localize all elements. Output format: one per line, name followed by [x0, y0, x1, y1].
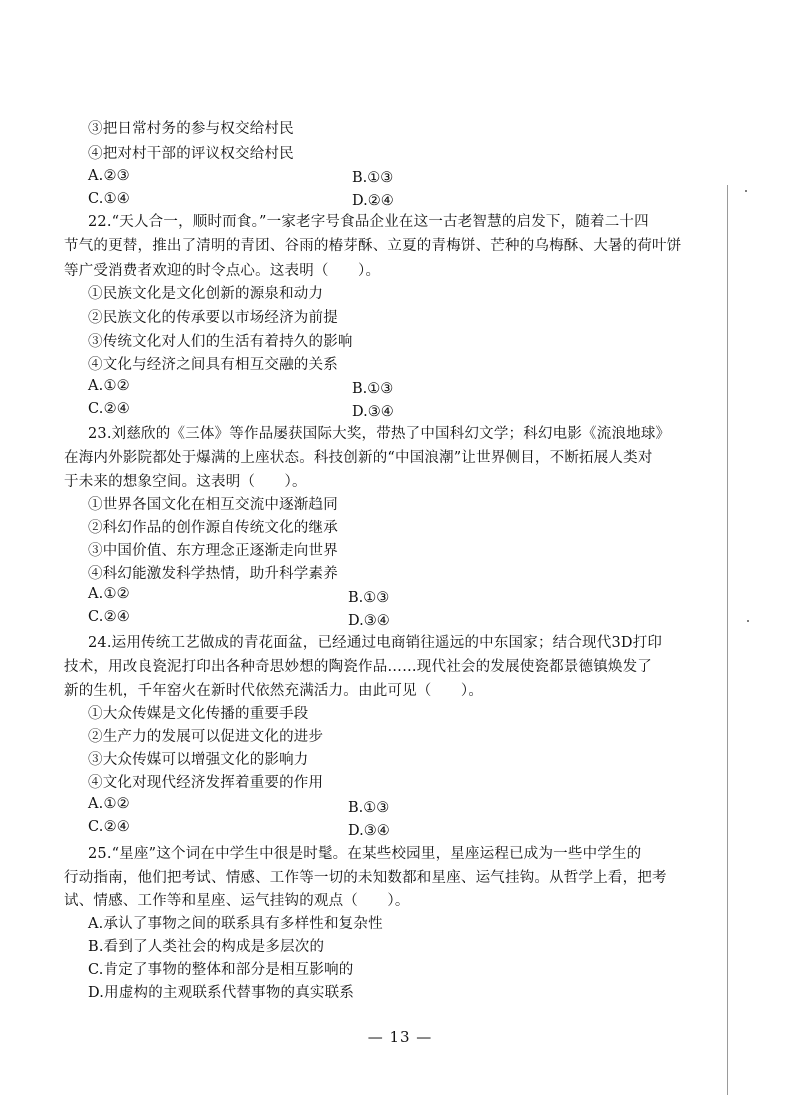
option-b: B.看到了人类社会的构成是多层次的: [88, 939, 325, 955]
statement-1: ①民族文化是文化创新的源泉和动力: [88, 286, 324, 302]
question-stem-line: 行动指南，他们把考试、情感、工作等一切的未知数都和星座、运气挂钩。从哲学上看，把考: [64, 870, 667, 886]
option-b: B.①③: [348, 800, 390, 816]
statement-3: ③把日常村务的参与权交给村民: [88, 121, 294, 137]
option-d: D.③④: [352, 404, 394, 420]
question-stem-line: 23.刘慈欣的《三体》等作品屡获国际大奖，带热了中国科幻文学；科幻电影《流浪地球》: [88, 426, 671, 442]
statement-3: ③传统文化对人们的生活有着持久的影响: [88, 334, 353, 350]
page-number: — 13 —: [367, 1028, 433, 1046]
option-d: D.②④: [352, 193, 394, 209]
option-b: B.①③: [348, 590, 390, 606]
statement-2: ②科幻作品的创作源自传统文化的继承: [88, 520, 338, 536]
question-stem-line: 25.“星座”这个词在中学生中很是时髦。在某些校园里，星座运程已成为一些中学生的: [88, 846, 642, 862]
option-d: D.③④: [348, 823, 390, 839]
question-stem-line: 于未来的想象空间。这表明（ ）。: [64, 474, 307, 490]
scan-speck: [747, 620, 749, 622]
option-a: A.①②: [88, 586, 130, 602]
scan-speck: [745, 190, 747, 192]
option-d: D.③④: [348, 613, 390, 629]
question-stem-line: 22.“天人合一，顺时而食。”一家老字号食品企业在这一古老智慧的启发下，随着二十四: [88, 214, 649, 230]
question-stem-line: 等广受消费者欢迎的时令点心。这表明（ ）。: [64, 263, 381, 279]
statement-2: ②生产力的发展可以促进文化的进步: [88, 729, 324, 745]
statement-2: ②民族文化的传承要以市场经济为前提: [88, 310, 338, 326]
option-c: C.①④: [88, 191, 130, 207]
option-c: C.②④: [88, 819, 130, 835]
question-stem-line: 技术，用改良瓷泥打印出各种奇思妙想的陶瓷作品……现代社会的发展使瓷都景德镇焕发了: [64, 659, 652, 675]
statement-3: ③大众传媒可以增强文化的影响力: [88, 752, 309, 768]
option-b: B.①③: [352, 381, 394, 397]
option-a: A.①②: [88, 378, 130, 394]
option-c: C.肯定了事物的整体和部分是相互影响的: [88, 962, 354, 978]
option-c: C.②④: [88, 401, 130, 417]
option-a: A.②③: [88, 168, 130, 184]
statement-4: ④科幻能激发科学热情，助升科学素养: [88, 566, 338, 582]
question-stem-line: 试、情感、工作等和星座、运气挂钩的观点（ ）。: [64, 893, 410, 909]
question-stem-line: 新的生机，千年窑火在新时代依然充满活力。由此可见（ ）。: [64, 683, 484, 699]
statement-1: ①世界各国文化在相互交流中逐渐趋同: [88, 497, 338, 513]
statement-4: ④文化对现代经济发挥着重要的作用: [88, 775, 324, 791]
question-stem-line: 节气的更替，推出了清明的青团、谷雨的椿芽酥、立夏的青梅饼、芒种的乌梅酥、大暑的荷叶饼: [64, 238, 682, 254]
statement-4: ④把对村干部的评议权交给村民: [88, 146, 294, 162]
option-a: A.①②: [88, 796, 130, 812]
option-d: D.用虚构的主观联系代替事物的真实联系: [88, 985, 355, 1001]
question-stem-line: 在海内外影院都处于爆满的上座状态。科技创新的“中国浪潮”让世界侧目，不断拓展人类对: [64, 450, 653, 466]
statement-1: ①大众传媒是文化传播的重要手段: [88, 706, 309, 722]
option-b: B.①③: [352, 170, 394, 186]
scan-edge-line: [727, 185, 728, 1095]
option-c: C.②④: [88, 609, 130, 625]
question-stem-line: 24.运用传统工艺做成的青花面盆，已经通过电商销往遥远的中东国家；结合现代3D打印: [88, 635, 663, 651]
statement-3: ③中国价值、东方理念正逐渐走向世界: [88, 543, 338, 559]
statement-4: ④文化与经济之间具有相互交融的关系: [88, 357, 338, 373]
option-a: A.承认了事物之间的联系具有多样性和复杂性: [88, 916, 383, 932]
